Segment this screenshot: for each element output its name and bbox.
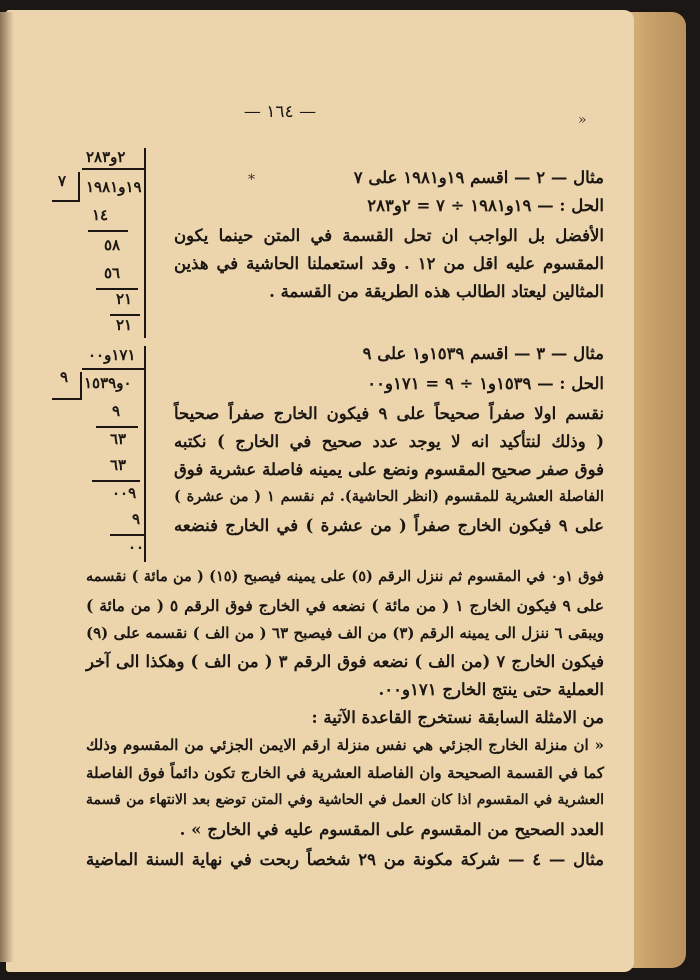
rule-line: العدد الصحيح من المقسوم على المقسوم عليه في الخارج » . — [179, 820, 604, 839]
step-rule — [110, 534, 144, 536]
example3-continued-line: ويبقى ٦ ننزل الى يمينه الرقم (٣) من الف فيصبح ٦٣ ( من الف ) نقسمه على (٩) — [86, 624, 605, 642]
margin2-step: ٠٠ — [128, 538, 145, 556]
rule-line: « ان منزلة الخارج الجزئي هي نفس منزلة ارقم الايمن الجزئي من المقسوم وذلك — [86, 736, 604, 754]
example3-body-line: نقسم اولا صفراً صحيحاً على ٩ فيكون الخارج صفراً صحيحاً — [174, 404, 605, 423]
division-bracket — [52, 200, 79, 202]
ink-mark: * — [248, 172, 255, 188]
example2-body-line: المقسوم عليه اقل من ١٢ . وقد استعملنا الحاشية في هذين — [174, 254, 604, 273]
division-bracket — [52, 398, 81, 400]
margin-vertical-rule — [144, 346, 146, 562]
quotient-rule — [82, 368, 144, 370]
rule-line: كما في القسمة الصحيحة وان الفاصلة العشرية في الخارج تكون دائماً فوق الفاصلة — [86, 764, 604, 782]
example2-body-line: الأفضل بل الواجب ان تحل القسمة في المتن حينما يكون — [174, 226, 604, 245]
example3-continued-line: فوق ١و٠ في المقسوم ثم ننزل الرقم (٥) على يمينه فيصبح (١٥) ( من مائة ) نقسمه — [86, 568, 604, 585]
margin2-dividend: ٠و١٥٣٩ — [84, 374, 132, 392]
margin2-step: ٦٣ — [110, 430, 127, 448]
example3-body-line: على ٩ فيكون الخارج صفراً ( من عشرة ) في الخارج فنضعه — [174, 516, 604, 535]
gutter-shadow — [0, 12, 14, 962]
example3-continued-line: فيكون الخارج ٧ (من الف ) نضعه فوق الرقم ٣ ( من الف ) وهكذا الى آخر — [86, 652, 604, 671]
example2-solution: الحل : — ١٩و١٩٨١ ÷ ٧ = ٢و٢٨٣ — [367, 196, 604, 215]
margin1-step: ٥٦ — [104, 264, 121, 282]
example3-heading: مثال — ٣ — اقسم ١٥٣٩و١ على ٩ — [362, 344, 604, 363]
example3-continued-line: على ٩ فيكون الخارج ١ ( من مائة ) نضعه في الخارج فوق الرقم ٥ ( من مائة ) — [86, 596, 604, 615]
margin2-step: ٦٣ — [110, 456, 127, 474]
example3-body-line: فوق صفر صحيح المقسوم ونضع على يمينه فاصلة عشرية فوق — [174, 460, 604, 479]
margin2-step: ٩ — [112, 402, 121, 420]
rule-intro: من الامثلة السابقة نستخرج القاعدة الآتية : — [311, 708, 604, 727]
margin1-dividend: ١٩و١٩٨١ — [86, 178, 142, 196]
ink-mark: » — [578, 112, 587, 128]
example2-heading: مثال — ٢ — اقسم ١٩و١٩٨١ على ٧ — [353, 168, 604, 187]
example3-body-line: ( وذلك لنتأكيد انه لا يوجد عدد صحيح في الخارج ) نكتبه — [174, 432, 604, 451]
rule-line: العشرية في المقسوم اذا كان العمل في الحاشية وفي المتن توضع بعد الانتهاء من قسمة — [86, 792, 604, 808]
margin1-step: ٢١ — [116, 316, 133, 334]
step-rule — [92, 480, 140, 482]
margin1-divisor: ٧ — [58, 172, 67, 190]
example3-solution: الحل : — ١٥٣٩و١ ÷ ٩ = ١٧١و٠٠ — [367, 374, 604, 393]
margin1-step: ١٤ — [92, 206, 109, 224]
margin-vertical-rule — [144, 148, 146, 338]
example4-heading: مثال — ٤ — شركة مكونة من ٢٩ شخصاً ربحت في نهاية السنة الماضية — [86, 850, 604, 869]
example3-continued-line: العملية حتى ينتج الخارج ١٧١و٠٠. — [378, 680, 604, 699]
margin1-step: ٢١ — [116, 290, 133, 308]
margin1-step: ٥٨ — [104, 236, 121, 254]
division-bracket — [78, 172, 80, 202]
division-bracket — [80, 372, 82, 400]
example2-body-line: المثالين ليعتاد الطالب هذه الطريقة من القسمة . — [269, 282, 604, 301]
margin2-step: ٩ — [132, 510, 141, 528]
example3-body-line: الفاصلة العشرية للمقسوم (انظر الحاشية). ثم نقسم ١ ( من عشرة ) — [174, 488, 605, 505]
margin1-quotient: ٢و٢٨٣ — [86, 148, 126, 166]
page-number: — ١٦٤ — — [243, 102, 317, 122]
margin2-step: ٠٠٩ — [112, 484, 137, 502]
quotient-rule — [82, 168, 144, 170]
step-rule — [88, 230, 128, 232]
step-rule — [96, 426, 138, 428]
margin2-divisor: ٩ — [60, 368, 69, 386]
margin2-quotient: ١٧١و٠٠ — [88, 346, 136, 364]
